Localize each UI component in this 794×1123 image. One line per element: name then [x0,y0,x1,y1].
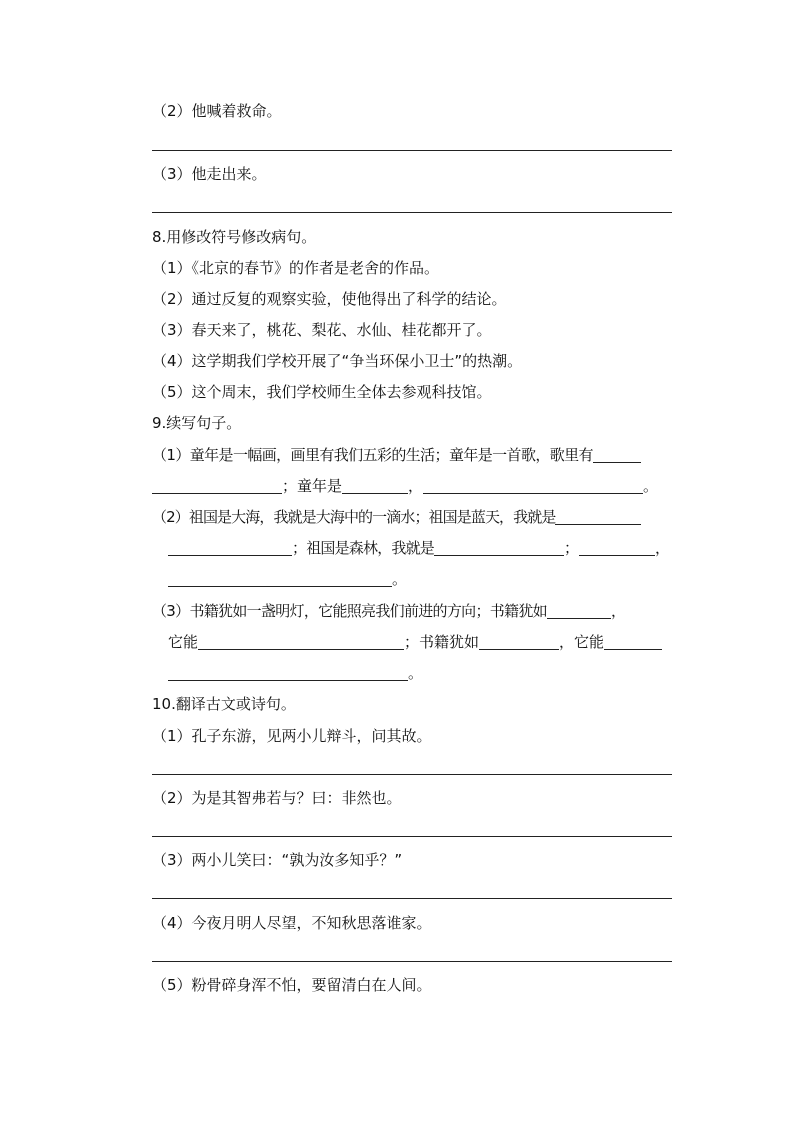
fill-blank[interactable] [168,569,392,587]
q9-s1-text: 。 [643,477,659,495]
fill-blank[interactable] [593,445,641,463]
q9-s2-line3 [168,569,407,589]
q9-s3-text: 它能 [168,633,199,651]
answer-line[interactable] [152,150,672,151]
fill-blank[interactable] [434,538,564,556]
q10-item-3: （3）两小儿笑曰：“孰为汝多知乎？” [152,851,403,869]
q9-s3-line2 [168,632,662,652]
q10-item-2: （2）为是其智弗若与？曰：非然也。 [152,789,402,807]
answer-line[interactable] [152,212,672,213]
q9-s2-line2 [168,538,670,558]
q9-s1-text: （1）童年是一幅画，画里有我们五彩的生活；童年是一首歌，歌里有 [152,446,593,464]
q9-s1-line2 [152,476,658,496]
fill-blank[interactable] [579,538,655,556]
q9-s3-line1 [152,601,626,621]
q9-s2-text: 。 [392,570,408,588]
fill-blank[interactable] [604,632,662,650]
q7-item-3: （3）他走出来。 [152,165,267,183]
fill-blank[interactable] [547,601,611,619]
fill-blank[interactable] [168,663,408,681]
fill-blank[interactable] [342,476,408,494]
q10-item-1: （1）孔子东游，见两小儿辩斗，问其故。 [152,727,432,745]
q9-s2-text: ； [564,539,580,557]
q9-s2-text: ， [655,539,671,557]
q9-s1-text: ；童年是 [282,477,343,495]
answer-line[interactable] [152,961,672,962]
q9-s2-text: （2）祖国是大海，我就是大海中的一滴水；祖国是蓝天，我就是 [152,508,556,526]
q9-s3-text: ，它能 [559,633,605,651]
q8-item-5: （5）这个周末，我们学校师生全体去参观科技馆。 [152,383,492,401]
q8-title: 8.用修改符号修改病句。 [152,228,317,246]
fill-blank[interactable] [198,632,404,650]
q9-s1-line1 [152,445,641,465]
q8-item-1: （1）《北京的春节》的作者是老舍的作品。 [152,259,440,277]
fill-blank[interactable] [152,476,282,494]
q8-item-4: （4）这学期我们学校开展了“争当环保小卫士”的热潮。 [152,352,523,370]
answer-line[interactable] [152,774,672,775]
fill-blank[interactable] [168,538,292,556]
answer-line[interactable] [152,836,672,837]
q9-s3-text: ；书籍犹如 [404,633,480,651]
q9-s3-text: ， [610,602,626,620]
q10-item-5: （5）粉骨碎身浑不怕，要留清白在人间。 [152,976,432,994]
answer-line[interactable] [152,898,672,899]
q9-s2-text: ；祖国是森林，我就是 [292,539,435,557]
q8-item-2: （2）通过反复的观察实验，使他得出了科学的结论。 [152,290,507,308]
q9-s2-line1 [152,507,641,527]
q10-title: 10.翻译古文或诗句。 [152,695,296,713]
fill-blank[interactable] [479,632,559,650]
q9-title: 9.续写句子。 [152,414,242,432]
q7-item-2: （2）他喊着救命。 [152,102,282,120]
q9-s1-text: ， [408,477,424,495]
q8-item-3: （3）春天来了，桃花、梨花、水仙、桂花都开了。 [152,321,492,339]
q10-item-4: （4）今夜月明人尽望，不知秋思落谁家。 [152,914,432,932]
fill-blank[interactable] [555,507,641,525]
fill-blank[interactable] [423,476,643,494]
q9-s3-line3 [168,663,423,683]
q9-s3-text: （3）书籍犹如一盏明灯，它能照亮我们前进的方向；书籍犹如 [152,602,547,620]
q9-s3-text: 。 [408,664,424,682]
